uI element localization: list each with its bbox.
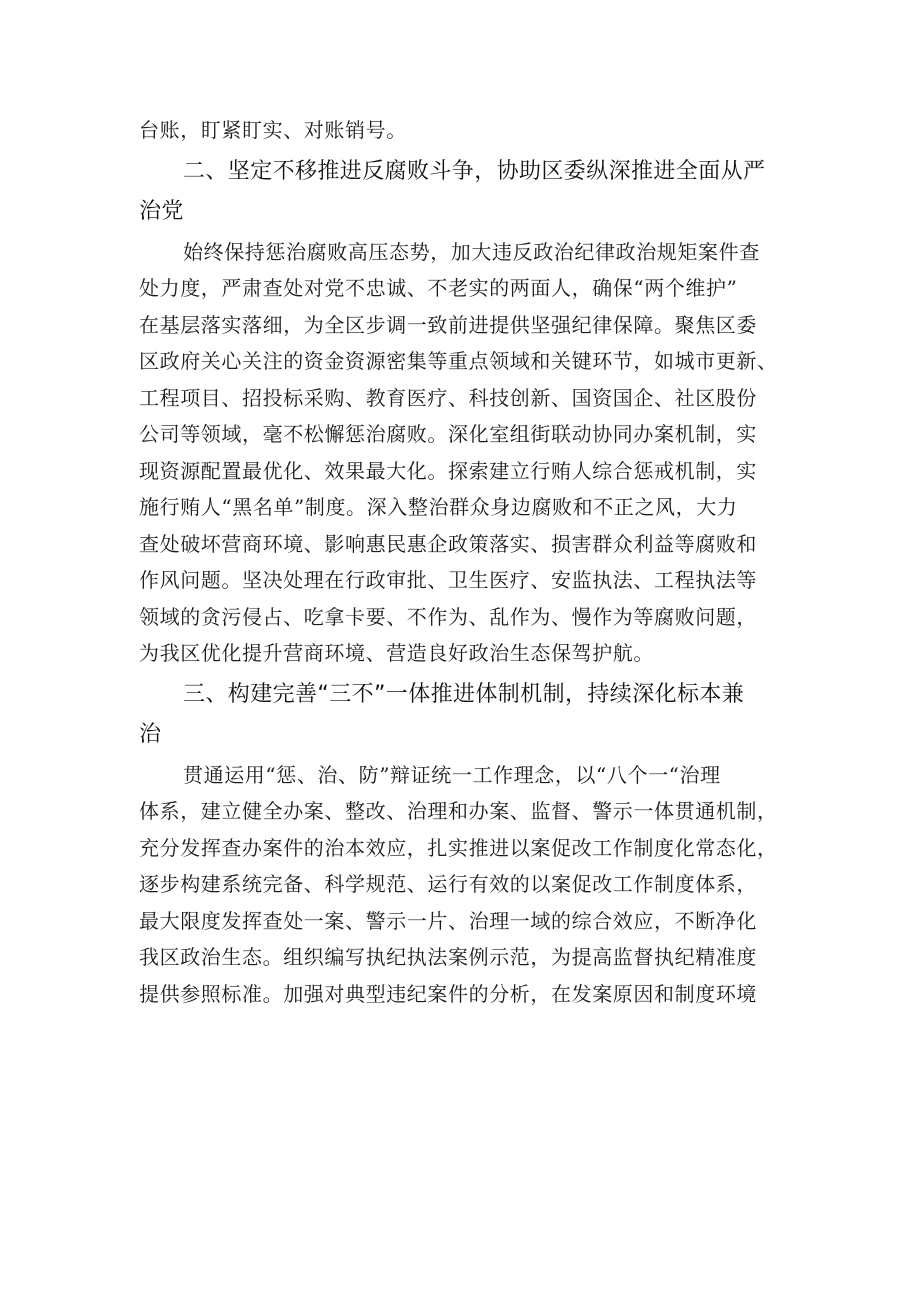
heading-line: 三、构建完善“三不”一体推进体制机制，持续深化标本兼 bbox=[183, 681, 745, 707]
intro-line: 台账，盯紧盯实、对账销号。 bbox=[139, 118, 407, 142]
paragraph-line: 处力度，严肃查处对党不忠诚、不老实的两面人，确保“两个维护” bbox=[139, 276, 738, 300]
section-2-heading bbox=[139, 152, 799, 232]
paragraph-line: 现资源配置最优化、效果最大化。探索建立行贿人综合惩戒机制，实 bbox=[139, 458, 757, 483]
paragraph-line: 公司等领域，毫不松懈惩治腐败。深化室组街联动协同办案机制，实 bbox=[139, 422, 757, 446]
section-3-paragraph bbox=[139, 757, 799, 1013]
paragraph-line: 作风问题。坚决处理在行政审批、卫生医疗、安监执法、工程执法等 bbox=[139, 568, 757, 592]
paragraph-line: 逐步构建系统完备、科学规范、运行有效的以案促改工作制度体系， bbox=[139, 872, 757, 896]
heading-line: 治党 bbox=[139, 198, 184, 224]
section-3-heading bbox=[139, 675, 799, 755]
paragraph-line: 我区政治生态。组织编写执纪执法案例示范，为提高监督执纪精准度 bbox=[139, 945, 757, 969]
paragraph-line: 领域的贪污侵占、吃拿卡要、不作为、乱作为、慢作为等腐败问题， bbox=[139, 604, 757, 629]
paragraph-line: 体系，建立健全办案、整改、治理和办案、监督、警示一体贯通机制， bbox=[139, 799, 778, 823]
document-body bbox=[139, 112, 799, 1012]
paragraph-line: 最大限度发挥查处一案、警示一片、治理一域的综合效应，不断净化 bbox=[139, 908, 757, 933]
paragraph-line: 在基层落实落细，为全区步调一致前进提供坚强纪律保障。聚焦区委 bbox=[139, 312, 757, 337]
paragraph-line: 查处破坏营商环境、影响惠民惠企政策落实、损害群众利益等腐败和 bbox=[139, 531, 757, 556]
section-2-paragraph bbox=[139, 234, 799, 672]
paragraph-line: 区政府关心关注的资金资源密集等重点领域和关键环节，如城市更新、 bbox=[139, 349, 778, 373]
paragraph-line: 提供参照标准。加强对典型违纪案件的分析，在发案原因和制度环境 bbox=[139, 981, 757, 1006]
paragraph-line: 充分发挥查办案件的治本效应，扎实推进以案促改工作制度化常态化， bbox=[139, 835, 778, 860]
paragraph-line: 始终保持惩治腐败高压态势，加大违反政治纪律政治规矩案件查 bbox=[183, 239, 760, 264]
paragraph-line: 施行贿人“黑名单”制度。深入整治群众身边腐败和不正之风，大力 bbox=[139, 495, 738, 519]
heading-line: 二、坚定不移推进反腐败斗争，协助区委纵深推进全面从严 bbox=[183, 158, 766, 184]
paragraph-line: 工程项目、招投标采购、教育医疗、科技创新、国资国企、社区股份 bbox=[139, 385, 757, 410]
paragraph-line: 贯通运用“惩、治、防”辩证统一工作理念，以“八个一“治理 bbox=[183, 762, 721, 787]
paragraph-line: 为我区优化提升营商环境、营造良好政治生态保驾护航。 bbox=[139, 641, 654, 665]
heading-line: 治 bbox=[139, 721, 162, 747]
